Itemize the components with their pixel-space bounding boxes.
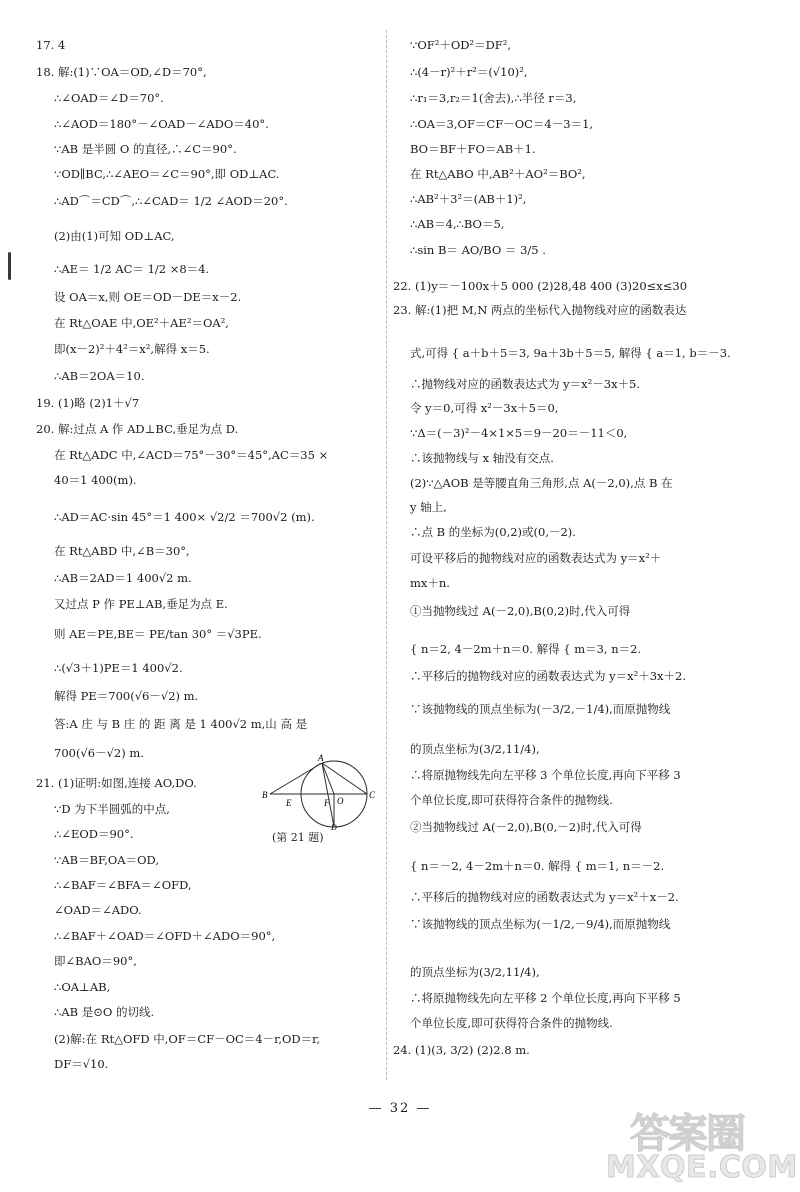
text-line: 个单位长度,即可获得符合条件的抛物线. [410, 1016, 613, 1030]
text-line: 22. (1)y＝－100x＋5 000 (2)28,48 400 (3)20≤x≤30 [393, 279, 688, 293]
text-line: DF＝√10. [54, 1057, 109, 1071]
figure-21-caption: (第 21 题) [272, 831, 324, 844]
text-line: y 轴上, [410, 500, 447, 514]
text-line: 个单位长度,即可获得符合条件的抛物线. [410, 793, 613, 807]
text-line: ∴AB 是⊙O 的切线. [54, 1005, 155, 1019]
label-d: D [331, 823, 337, 830]
line-ac [322, 763, 367, 794]
text-line: ∴AB＝2OA＝10. [54, 369, 145, 383]
text-line: 24. (1)(3, 3/2) (2)2.8 m. [393, 1043, 530, 1057]
text-line: ∵Δ＝(－3)²－4×1×5＝9－20＝－11＜0, [410, 426, 628, 440]
text-line: ∵该抛物线的顶点坐标为(－1/2,－9/4),而原抛物线 [410, 917, 671, 931]
label-a: A [318, 753, 324, 763]
column-divider [386, 30, 387, 1080]
text-line: 19. (1)略 (2)1＋√7 [36, 396, 140, 410]
text-line: 40＝1 400(m). [54, 473, 137, 487]
text-line: mx＋n. [410, 576, 450, 590]
text-line: ∴OA＝3,OF＝CF－OC＝4－3＝1, [410, 117, 594, 131]
text-line: 令 y＝0,可得 x²－3x＋5＝0, [410, 401, 559, 415]
text-line: 23. 解:(1)把 M,N 两点的坐标代入抛物线对应的函数表达 [393, 303, 687, 317]
text-line: (2)由(1)可知 OD⊥AC, [54, 229, 175, 243]
text-line: ∵AB＝BF,OA＝OD, [54, 853, 159, 867]
label-f: F [324, 798, 330, 808]
text-line: 则 AE＝PE,BE＝ PE/tan 30° ＝√3PE. [54, 627, 262, 641]
text-line: 21. (1)证明:如图,连接 AO,DO. [36, 776, 197, 790]
watermark-logo-text: 答案圈 [630, 1111, 744, 1157]
text-line: ∴sin B＝ AO/BO ＝ 3/5 . [410, 243, 546, 257]
text-line: 700(√6－√2) m. [54, 746, 144, 760]
text-line: 20. 解:过点 A 作 AD⊥BC,垂足为点 D. [36, 422, 239, 436]
text-line: 18. 解:(1)∵OA＝OD,∠D＝70°, [36, 65, 207, 79]
text-line: 的顶点坐标为(3/2,11/4), [410, 965, 540, 979]
page-number: — 32 — [368, 1101, 432, 1116]
text-line: ∵该抛物线的顶点坐标为(－3/2,－1/4),而原抛物线 [410, 702, 671, 716]
text-line: 17. 4 [36, 38, 66, 52]
text-line: 式,可得 { a＋b＋5＝3, 9a＋3b＋5＝5, 解得 { a＝1, b＝－3. [410, 346, 731, 360]
label-b: B [262, 790, 268, 800]
text-line: ②当抛物线过 A(－2,0),B(0,－2)时,代入可得 [410, 820, 642, 834]
text-line: ∴AB²＋3²＝(AB＋1)², [410, 192, 527, 206]
text-line: 又过点 P 作 PE⊥AB,垂足为点 E. [54, 597, 228, 611]
label-o: O [337, 796, 344, 806]
text-line: ∴AD⌒＝CD⌒,∴∠CAD＝ 1/2 ∠AOD＝20°. [54, 194, 288, 208]
watermark [600, 1100, 798, 1188]
text-line: 即(x－2)²＋4²＝x²,解得 x＝5. [54, 342, 210, 356]
text-line: ∴r₁＝3,r₂＝1(舍去),∴半径 r＝3, [410, 91, 577, 105]
text-line: (2)解:在 Rt△OFD 中,OF＝CF－OC＝4－r,OD＝r, [54, 1032, 321, 1046]
text-line: 在 Rt△ADC 中,∠ACD＝75°－30°＝45°,AC＝35 × [54, 448, 329, 462]
text-line: ∴平移后的抛物线对应的函数表达式为 y＝x²＋x－2. [410, 890, 679, 904]
text-line: ∵AB 是半圆 O 的直径,∴∠C＝90°. [54, 142, 237, 156]
text-line: { n＝2, 4－2m＋n＝0. 解得 { m＝3, n＝2. [410, 642, 642, 656]
text-line: ∴AB＝2AD＝1 400√2 m. [54, 571, 192, 585]
text-line: ∴OA⊥AB, [54, 980, 111, 994]
text-line: 的顶点坐标为(3/2,11/4), [410, 742, 540, 756]
text-line: ∴∠BAF＋∠OAD＝∠OFD＋∠ADO＝90°, [54, 929, 276, 943]
text-line: ∴点 B 的坐标为(0,2)或(0,－2). [410, 525, 576, 539]
text-line: ∵OD∥BC,∴∠AEO＝∠C＝90°,即 OD⊥AC. [54, 167, 280, 181]
text-line: ∵OF²＋OD²＝DF², [410, 38, 512, 52]
text-line: ∴(4－r)²＋r²＝(√10)², [410, 65, 528, 79]
text-line: ①当抛物线过 A(－2,0),B(0,2)时,代入可得 [410, 604, 631, 618]
text-line: ∵D 为下半圆弧的中点, [54, 802, 170, 816]
text-line: 即∠BAO＝90°, [54, 954, 137, 968]
text-line: ∴∠AOD＝180°－∠OAD－∠ADO＝40°. [54, 117, 269, 131]
text-line: ∴∠BAF＝∠BFA＝∠OFD, [54, 878, 192, 892]
text-line: 在 Rt△OAE 中,OE²＋AE²＝OA², [54, 316, 229, 330]
text-line: ∴∠OAD＝∠D＝70°. [54, 91, 164, 105]
text-line: 在 Rt△ABO 中,AB²＋AO²＝BO², [410, 167, 586, 181]
text-line: { n＝－2, 4－2m＋n＝0. 解得 { m＝1, n＝－2. [410, 859, 665, 873]
text-line: ∴AE＝ 1/2 AC＝ 1/2 ×8＝4. [54, 262, 210, 276]
text-line: ∴抛物线对应的函数表达式为 y＝x²－3x＋5. [410, 377, 641, 391]
text-line: ∴该抛物线与 x 轴没有交点. [410, 451, 554, 465]
line-ba [270, 763, 322, 794]
text-line: 可设平移后的抛物线对应的函数表达式为 y＝x²＋ [410, 551, 662, 565]
text-line: ∴(√3＋1)PE＝1 400√2. [54, 661, 183, 675]
watermark-site-text: MXQE.COM [606, 1150, 798, 1185]
text-line: ∴将原抛物线先向左平移 3 个单位长度,再向下平移 3 [410, 768, 681, 782]
line-ad [322, 763, 334, 827]
text-line: ∴AB＝4,∴BO＝5, [410, 217, 505, 231]
label-c: C [369, 790, 376, 800]
text-line: 设 OA＝x,则 OE＝OD－DE＝x－2. [54, 290, 242, 304]
text-line: BO＝BF＋FO＝AB＋1. [410, 142, 536, 156]
figure-21-diagram [262, 752, 382, 830]
text-line: ∴∠EOD＝90°. [54, 827, 134, 841]
text-line: ∴AD＝AC·sin 45°＝1 400× √2/2 ＝700√2 (m). [54, 510, 315, 524]
text-line: (2)∵△AOB 是等腰直角三角形,点 A(－2,0),点 B 在 [410, 476, 673, 490]
label-e: E [286, 798, 292, 808]
text-line: 解得 PE＝700(√6－√2) m. [54, 689, 199, 703]
margin-mark [8, 252, 11, 280]
text-line: 答:A 庄 与 B 庄 的 距 离 是 1 400√2 m,山 高 是 [54, 717, 308, 731]
text-line: ∴将原抛物线先向左平移 2 个单位长度,再向下平移 5 [410, 991, 681, 1005]
text-line: 在 Rt△ABD 中,∠B＝30°, [54, 544, 190, 558]
text-line: ∴平移后的抛物线对应的函数表达式为 y＝x²＋3x＋2. [410, 669, 687, 683]
text-line: ∠OAD＝∠ADO. [54, 903, 142, 917]
